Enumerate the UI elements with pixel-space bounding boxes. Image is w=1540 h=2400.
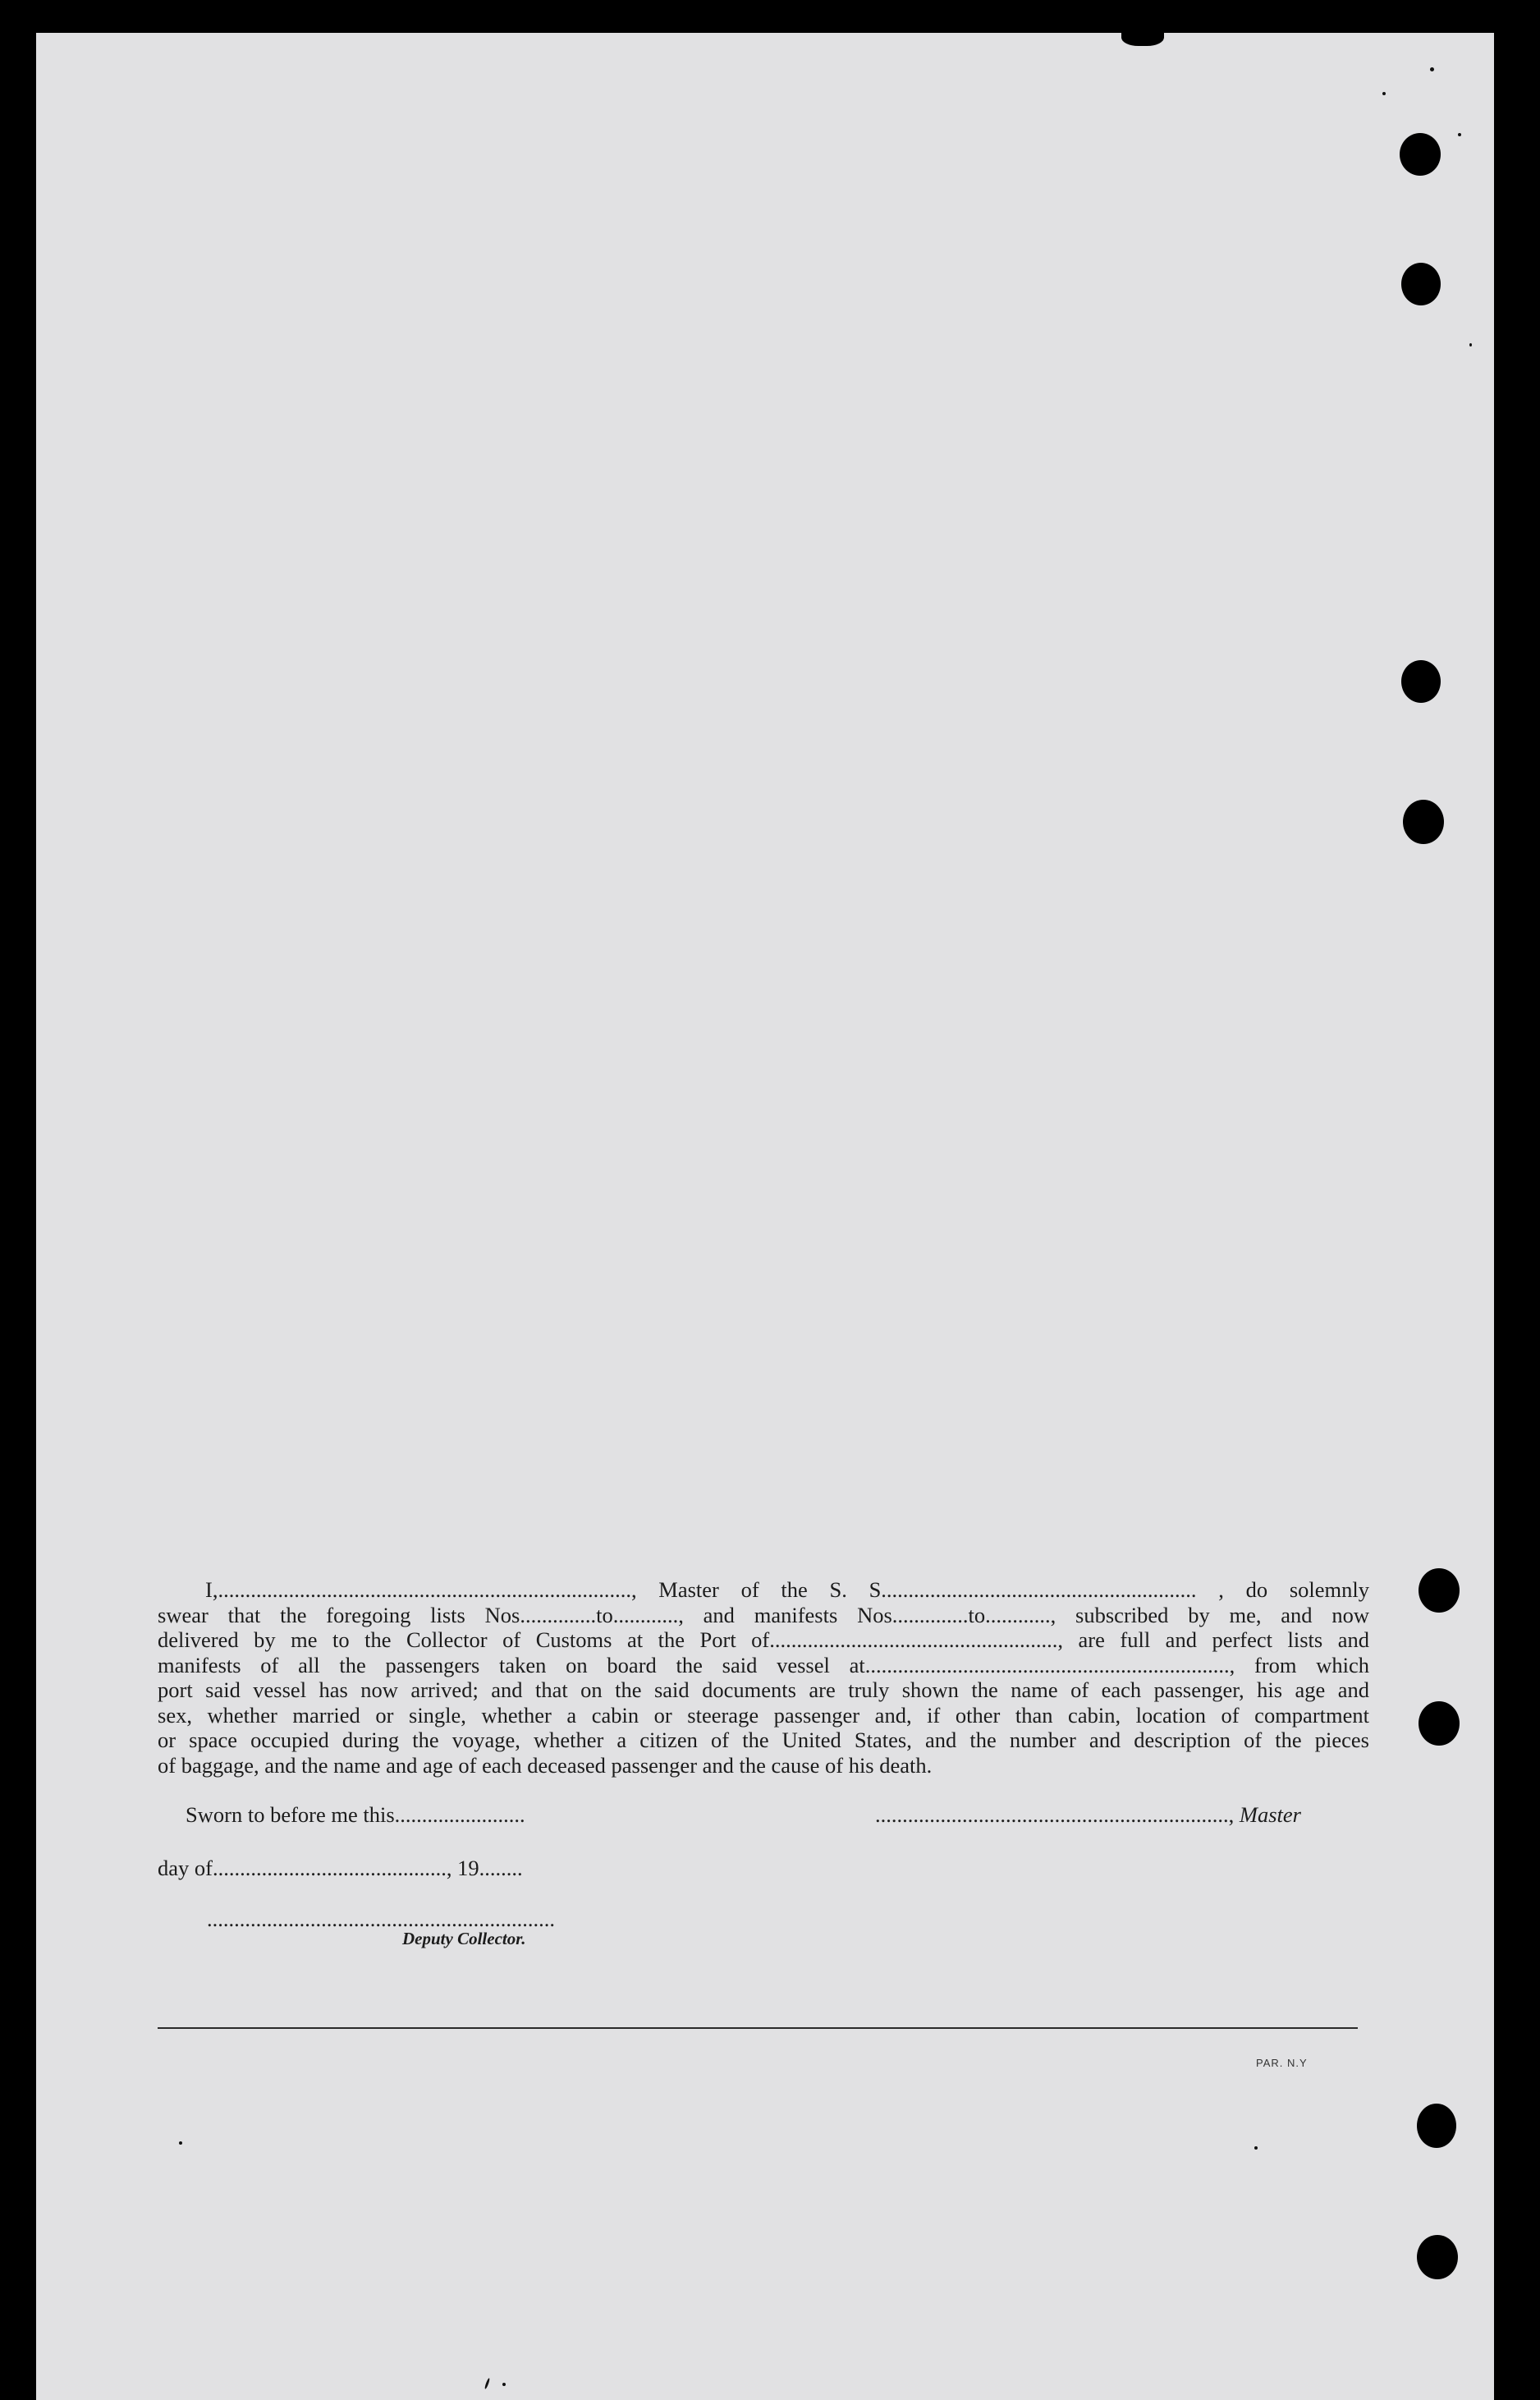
ink-speck [1469,343,1472,346]
punch-hole [1419,1568,1460,1613]
printer-mark: PAR. N.Y [1256,2057,1308,2069]
day-line: day of..........................................., 19........ [158,1856,523,1880]
oath-line: swear that the foregoing lists Nos..............to............, and manifests Nos..............to............, subscribed by me, and now [158,1602,1369,1627]
sworn-line: Sworn to before me this........................ [186,1802,525,1827]
oath-line: port said vessel has now arrived; and that on the said documents are truly shown the name of each passenger, his age and [158,1677,1369,1702]
oath-line: I,............................................................................, Master of the S. S.......................................................... , do solemnly [205,1577,1369,1602]
ink-speck [179,2141,182,2145]
master-label: Master [1239,1802,1301,1827]
oath-line: or space occupied during the voyage, whether a citizen of the United States, and the number and description of the pieces [158,1728,1369,1752]
bottom-rule [158,2027,1358,2029]
oath-line: of baggage, and the name and age of each deceased passenger and the cause of his death. [158,1752,933,1778]
ink-speck [1458,133,1461,136]
ink-speck [502,2383,506,2386]
punch-hole [1419,1701,1460,1746]
form-page [36,33,1494,2400]
oath-line: delivered by me to the Collector of Customs at the Port of....................................................., are full and perfect lists and [158,1627,1369,1652]
master-signature-line [875,1802,1301,1828]
punch-hole [1400,133,1441,176]
ink-speck [484,2378,491,2389]
punch-hole [1417,2235,1458,2279]
ink-speck [1430,67,1434,71]
master-dots: ................................................................., [875,1802,1235,1827]
oath-line: manifests of all the passengers taken on board the said vessel at..................................................................., from which [158,1652,1369,1677]
oath-paragraph [158,1577,1369,1778]
punch-hole [1403,800,1444,844]
deputy-collector-label: Deputy Collector. [402,1929,526,1948]
edge-notch [1121,25,1164,46]
ink-speck [1254,2146,1258,2150]
oath-line: sex, whether married or single, whether a cabin or steerage passenger and, if other than cabin, location of compartment [158,1702,1369,1728]
punch-hole [1401,263,1441,305]
ink-speck [1382,92,1386,95]
punch-hole [1417,2104,1456,2148]
punch-hole [1401,660,1441,703]
deputy-signature-line: ................................................................ [207,1907,555,1931]
